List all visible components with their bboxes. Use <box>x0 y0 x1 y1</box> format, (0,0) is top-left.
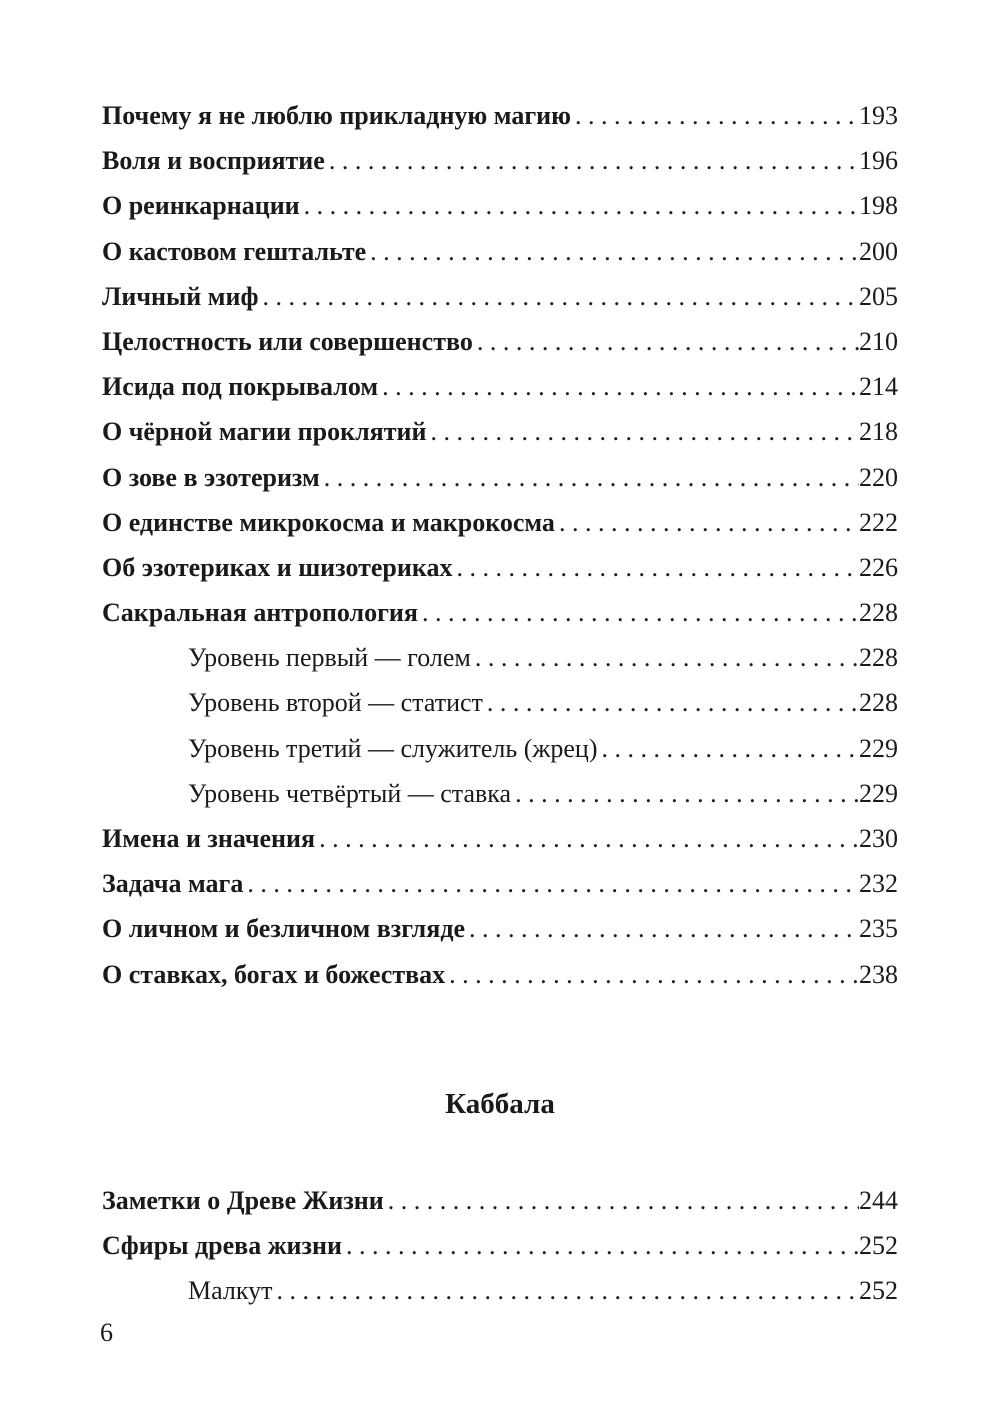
toc-subentry[interactable] <box>102 1268 898 1313</box>
toc-entry-title: Уровень первый — голем <box>188 643 471 673</box>
dot-leader <box>325 138 859 183</box>
toc-entry[interactable] <box>102 1223 898 1268</box>
toc-entry[interactable] <box>102 455 898 500</box>
toc-entry-page: 210 <box>859 326 898 356</box>
toc-entry-title: О кастовом гештальте <box>102 236 367 266</box>
toc-entry-page: 229 <box>859 778 898 808</box>
toc-entry-title: О зове в эзотеризм <box>102 462 320 492</box>
toc-entry[interactable] <box>102 906 898 951</box>
toc-entry-title: О ставках, богах и божествах <box>102 959 446 989</box>
toc-entry-title: Уровень четвёртый — ставка <box>188 778 512 808</box>
toc-entry-page: 214 <box>859 372 898 402</box>
dot-leader <box>342 1223 859 1268</box>
toc-entry-title: Исида под покрывалом <box>102 372 379 402</box>
toc-entry-page: 232 <box>859 869 898 899</box>
dot-leader <box>366 229 859 274</box>
toc-list-kabbalah <box>102 1178 898 1314</box>
toc-entry-title: О единстве микрокосма и макрокосма <box>102 507 555 537</box>
toc-entry-title: Уровень второй — статист <box>188 688 483 718</box>
dot-leader <box>465 906 859 951</box>
toc-entry[interactable] <box>102 93 898 138</box>
toc-entry[interactable] <box>102 364 898 409</box>
toc-entry-title: Задача мага <box>102 869 244 899</box>
toc-entry-page: 220 <box>859 462 898 492</box>
toc-entry-page: 229 <box>859 733 898 763</box>
dot-leader <box>511 771 859 816</box>
toc-entry[interactable] <box>102 861 898 906</box>
toc-entry-title: Сфиры древа жизни <box>102 1231 342 1261</box>
toc-entry-title: О чёрной магии проклятий <box>102 417 427 447</box>
toc-entry[interactable] <box>102 545 898 590</box>
dot-leader <box>445 952 859 997</box>
page-number: 6 <box>100 1318 113 1347</box>
toc-entry[interactable] <box>102 952 898 997</box>
dot-leader <box>315 816 859 861</box>
dot-leader <box>300 183 859 228</box>
toc-entry[interactable] <box>102 816 898 861</box>
toc-entry-title: Имена и значения <box>102 824 316 853</box>
toc-entry[interactable] <box>102 138 898 183</box>
toc-entry[interactable] <box>102 229 898 274</box>
toc-entry-page: 238 <box>859 959 898 989</box>
dot-leader <box>378 364 859 409</box>
toc-entry-page: 252 <box>859 1276 898 1306</box>
toc-entry-title: Уровень третий — служитель (жрец) <box>188 733 598 763</box>
dot-leader <box>243 861 859 906</box>
dot-leader <box>273 1268 860 1313</box>
toc-entry-page: 252 <box>859 1231 898 1261</box>
toc-entry-title: Воля и восприятие <box>102 146 325 176</box>
toc-entry-title: О реинкарнации <box>102 191 300 221</box>
toc-entry-title: Личный миф <box>102 281 259 311</box>
toc-entry-page: 222 <box>859 507 898 537</box>
toc-entry[interactable] <box>102 409 898 454</box>
toc-entry-page: 200 <box>859 236 898 266</box>
toc-entry-title: Целостность или совершенство <box>102 326 473 356</box>
toc-entry[interactable] <box>102 500 898 545</box>
section-heading: Каббала <box>445 1088 555 1120</box>
dot-leader <box>555 500 859 545</box>
toc-entry-page: 230 <box>859 824 898 853</box>
toc-entry-page: 228 <box>859 598 898 628</box>
toc-subentry[interactable] <box>102 680 898 725</box>
toc-entry-page: 193 <box>859 101 898 130</box>
dot-leader <box>320 455 859 500</box>
dot-leader <box>473 319 859 364</box>
toc-entry-title: Почему я не люблю прикладную магию <box>102 101 571 130</box>
dot-leader <box>471 635 859 680</box>
toc-subentry[interactable] <box>102 726 898 771</box>
dot-leader <box>384 1178 859 1223</box>
dot-leader <box>571 93 859 138</box>
toc-subentry[interactable] <box>102 771 898 816</box>
toc-entry-page: 244 <box>859 1186 898 1215</box>
toc-entry[interactable] <box>102 1178 898 1223</box>
dot-leader <box>418 590 859 635</box>
toc-list-main <box>102 93 898 997</box>
toc-subentry[interactable] <box>102 635 898 680</box>
toc-entry[interactable] <box>102 319 898 364</box>
toc-entry-page: 196 <box>859 146 898 176</box>
toc-entry-title: Сакральная антропология <box>102 598 418 628</box>
toc-entry-page: 226 <box>859 552 898 582</box>
dot-leader <box>258 274 859 319</box>
toc-entry-page: 228 <box>859 643 898 673</box>
toc-entry-page: 205 <box>859 281 898 311</box>
toc-entry-title: Об эзотериках и шизотериках <box>102 552 453 582</box>
dot-leader <box>426 409 859 454</box>
toc-entry[interactable] <box>102 183 898 228</box>
dot-leader <box>452 545 859 590</box>
toc-entry-title: О личном и безличном взгляде <box>102 914 466 944</box>
dot-leader <box>483 680 859 725</box>
toc-entry-title: Малкут <box>188 1276 273 1306</box>
toc-entry[interactable] <box>102 590 898 635</box>
toc-entry-title: Заметки о Древе Жизни <box>102 1186 384 1215</box>
toc-entry[interactable] <box>102 274 898 319</box>
toc-entry-page: 218 <box>859 417 898 447</box>
toc-entry-page: 198 <box>859 191 898 221</box>
dot-leader <box>598 726 860 771</box>
toc-entry-page: 235 <box>859 914 898 944</box>
toc-entry-page: 228 <box>859 688 898 718</box>
